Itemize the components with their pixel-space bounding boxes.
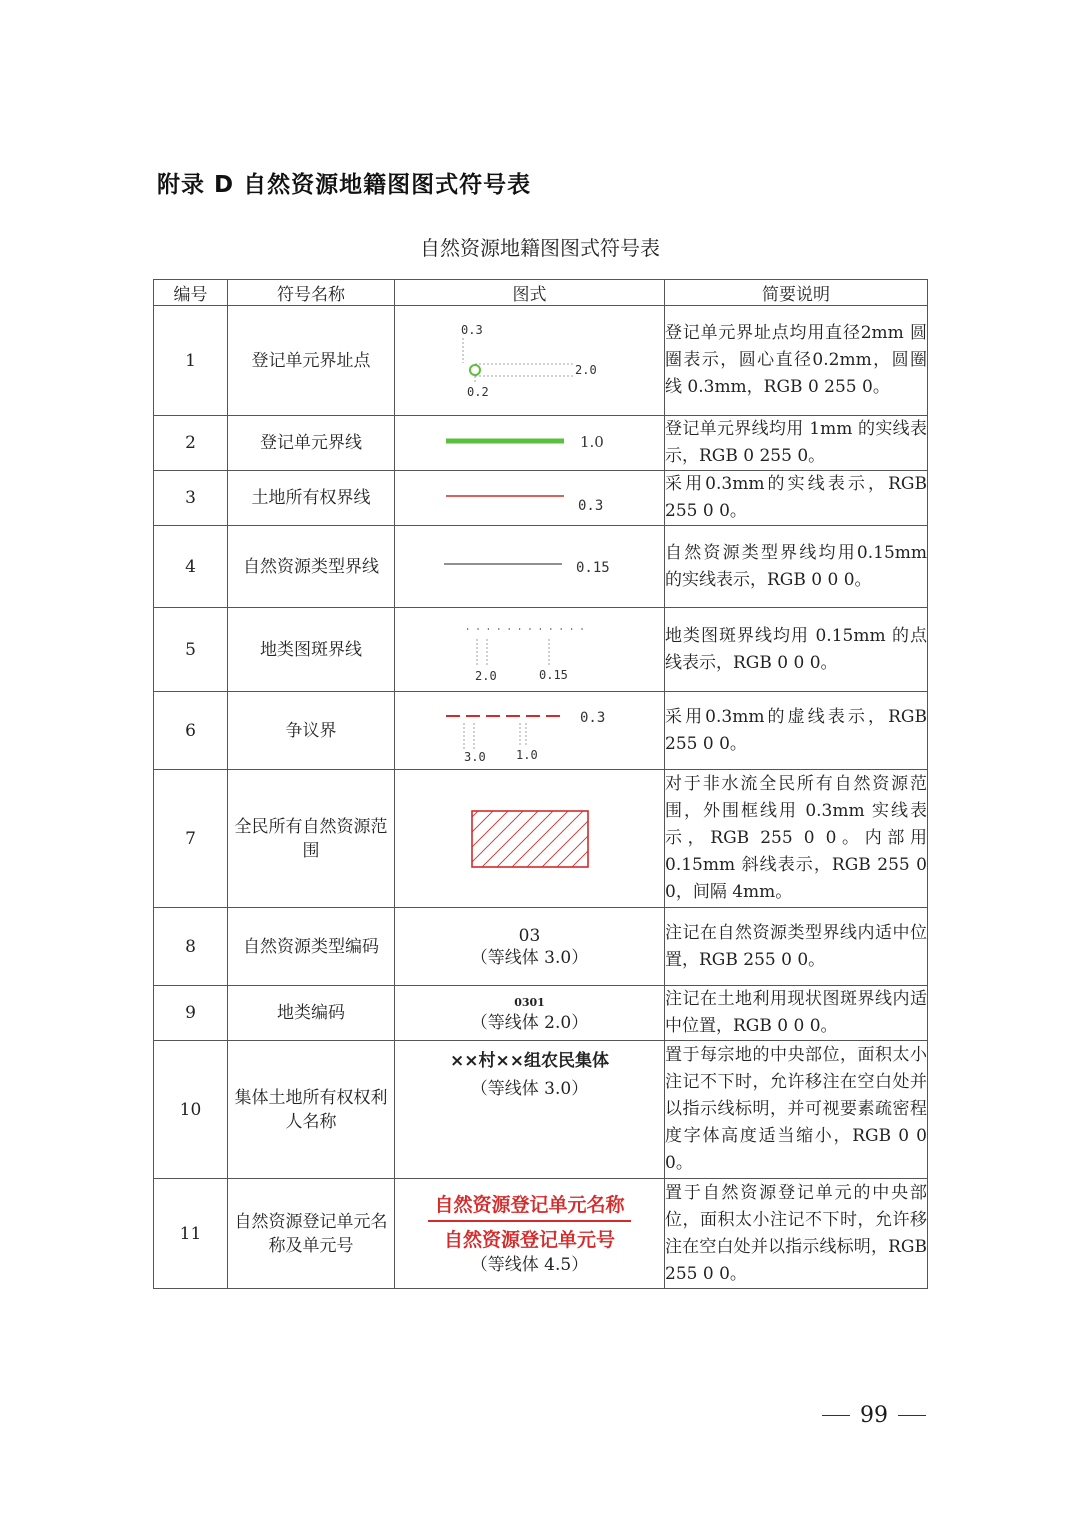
row-number: 4 bbox=[154, 526, 228, 608]
fig-label: 2.0 bbox=[474, 668, 497, 683]
symbol-name: 争议界 bbox=[228, 692, 395, 770]
table-row bbox=[154, 526, 928, 608]
table-row bbox=[154, 1041, 928, 1179]
symbol-description: 登记单元界址点均用直径2mm 圆圈表示，圆心直径0.2mm，圆圈线 0.3mm，RGB 0 255 0。 bbox=[665, 306, 928, 416]
table-row bbox=[154, 1179, 928, 1289]
symbol-name: 全民所有自然资源范围 bbox=[228, 770, 395, 908]
symbol-figure bbox=[395, 416, 665, 471]
table-row bbox=[154, 306, 928, 416]
fig-label: 1.0 bbox=[579, 433, 604, 451]
fig-label: 0.3 bbox=[577, 498, 603, 514]
symbol-description: 对于非水流全民所有自然资源范围，外围框线用 0.3mm 实线表示，RGB 255 0 0。内部用 0.15mm 斜线表示，RGB 255 0 0，间隔 4mm。 bbox=[665, 770, 928, 908]
dispute-dashed-line-symbol bbox=[440, 698, 620, 764]
header-figure: 图式 bbox=[395, 280, 665, 306]
row-number: 1 bbox=[154, 306, 228, 416]
symbol-table bbox=[153, 279, 928, 1289]
fig-label: 2.0 bbox=[574, 362, 597, 377]
header-number: 编号 bbox=[154, 280, 228, 306]
symbol-description: 采用0.3mm的实线表示，RGB 255 0 0。 bbox=[665, 471, 928, 526]
table-header-row bbox=[154, 280, 928, 306]
table-row bbox=[154, 471, 928, 526]
row-number: 9 bbox=[154, 986, 228, 1041]
symbol-description: 注记在自然资源类型界线内适中位置，RGB 255 0 0。 bbox=[665, 908, 928, 986]
symbol-figure bbox=[395, 526, 665, 608]
header-symbol-name: 符号名称 bbox=[228, 280, 395, 306]
fig-label: 0.2 bbox=[466, 384, 489, 399]
parcel-dotted-line-symbol bbox=[455, 615, 605, 685]
table-row bbox=[154, 908, 928, 986]
fig-label: 0.3 bbox=[579, 709, 605, 726]
boundary-point-symbol bbox=[455, 316, 605, 406]
unit-number-label: 自然资源登记单元号 bbox=[443, 1229, 615, 1251]
symbol-name: 集体土地所有权权利人名称 bbox=[228, 1041, 395, 1179]
collective-owner-label: ××村××组农民集体 bbox=[450, 1051, 609, 1071]
symbol-description: 自然资源类型界线均用0.15mm 的实线表示，RGB 0 0 0。 bbox=[665, 526, 928, 608]
fig-label: 0.15 bbox=[538, 667, 568, 682]
symbol-description: 置于每宗地的中央部位，面积太小注记不下时，允许移注在空白处并以指示线标明，并可视要素疏密程度字体高度适当缩小，RGB 0 0 0。 bbox=[665, 1041, 928, 1179]
row-number: 5 bbox=[154, 608, 228, 692]
symbol-name: 自然资源类型界线 bbox=[228, 526, 395, 608]
land-ownership-line-symbol bbox=[440, 478, 620, 518]
page-number bbox=[822, 1403, 926, 1428]
hatched-area-symbol bbox=[470, 809, 590, 869]
symbol-figure bbox=[395, 986, 665, 1041]
symbol-figure bbox=[395, 1041, 665, 1179]
header-description: 简要说明 bbox=[665, 280, 928, 306]
table-caption: 自然资源地籍图图式符号表 bbox=[420, 236, 660, 260]
symbol-figure bbox=[395, 306, 665, 416]
symbol-figure bbox=[395, 692, 665, 770]
registration-unit-line-symbol bbox=[440, 428, 620, 458]
symbol-figure bbox=[395, 1179, 665, 1289]
fig-label: 0.15 bbox=[575, 559, 610, 576]
unit-name-label: 自然资源登记单元名称 bbox=[428, 1193, 630, 1222]
symbol-name: 地类图斑界线 bbox=[228, 608, 395, 692]
appendix-heading: 附录 D 自然资源地籍图图式符号表 bbox=[157, 172, 532, 198]
symbol-name: 土地所有权界线 bbox=[228, 471, 395, 526]
fig-label: 0.3 bbox=[460, 322, 483, 337]
table-row bbox=[154, 608, 928, 692]
row-number: 7 bbox=[154, 770, 228, 908]
page-number-dash bbox=[898, 1415, 926, 1417]
font-spec: （等线体 4.5） bbox=[470, 1255, 589, 1275]
row-number: 10 bbox=[154, 1041, 228, 1179]
symbol-name: 登记单元界线 bbox=[228, 416, 395, 471]
font-spec: （等线体 2.0） bbox=[470, 1013, 589, 1033]
symbol-description: 注记在土地利用现状图斑界线内适中位置，RGB 0 0 0。 bbox=[665, 986, 928, 1041]
symbol-description: 采用0.3mm的虚线表示，RGB 255 0 0。 bbox=[665, 692, 928, 770]
symbol-description: 登记单元界线均用 1mm 的实线表示，RGB 0 255 0。 bbox=[665, 416, 928, 471]
table-row bbox=[154, 692, 928, 770]
page-number-dash bbox=[822, 1415, 850, 1417]
symbol-figure bbox=[395, 471, 665, 526]
symbol-description: 置于自然资源登记单元的中央部位，面积太小注记不下时，允许移注在空白处并以指示线标明，RGB 255 0 0。 bbox=[665, 1179, 928, 1289]
table-row bbox=[154, 986, 928, 1041]
font-spec: （等线体 3.0） bbox=[470, 947, 589, 968]
symbol-name: 地类编码 bbox=[228, 986, 395, 1041]
row-number: 6 bbox=[154, 692, 228, 770]
symbol-name: 登记单元界址点 bbox=[228, 306, 395, 416]
fig-label: 1.0 bbox=[515, 747, 538, 762]
table-row bbox=[154, 416, 928, 471]
fig-label: 3.0 bbox=[463, 749, 486, 764]
resource-type-line-symbol bbox=[440, 552, 620, 582]
symbol-name: 自然资源登记单元名称及单元号 bbox=[228, 1179, 395, 1289]
symbol-figure bbox=[395, 908, 665, 986]
resource-type-code: 03 bbox=[518, 925, 541, 946]
land-class-code: 0301 bbox=[514, 996, 545, 1009]
table-row bbox=[154, 770, 928, 908]
row-number: 2 bbox=[154, 416, 228, 471]
row-number: 8 bbox=[154, 908, 228, 986]
row-number: 11 bbox=[154, 1179, 228, 1289]
page-number-value: 99 bbox=[860, 1403, 888, 1428]
symbol-figure bbox=[395, 770, 665, 908]
symbol-name: 自然资源类型编码 bbox=[228, 908, 395, 986]
row-number: 3 bbox=[154, 471, 228, 526]
symbol-figure bbox=[395, 608, 665, 692]
font-spec: （等线体 3.0） bbox=[470, 1079, 589, 1099]
symbol-description: 地类图斑界线均用 0.15mm 的点线表示，RGB 0 0 0。 bbox=[665, 608, 928, 692]
